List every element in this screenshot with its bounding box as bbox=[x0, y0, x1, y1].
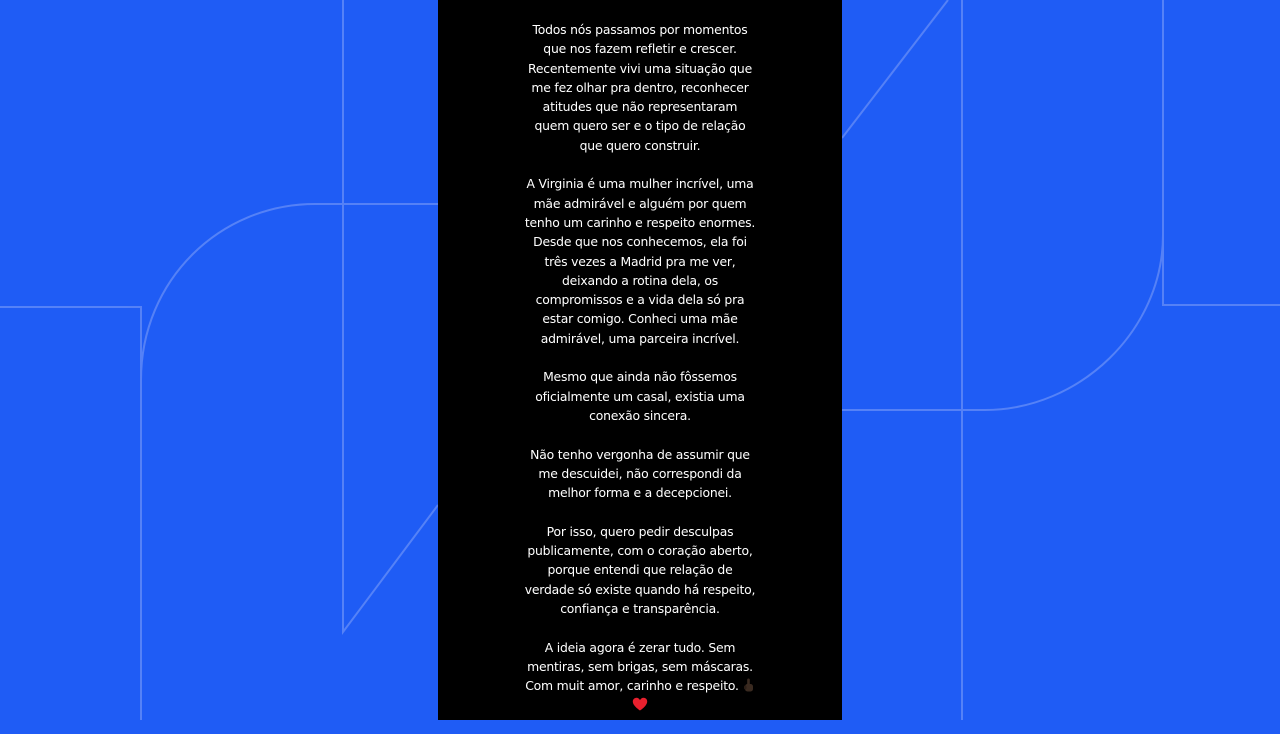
story-line: confiança e transparência. bbox=[560, 600, 720, 616]
story-line: me descuidei, não correspondi da bbox=[538, 465, 742, 481]
story-line: A Virginia é uma mulher incrível, uma bbox=[526, 176, 754, 192]
story-panel bbox=[438, 0, 842, 720]
story-line: estar comigo. Conheci uma mãe bbox=[542, 311, 738, 327]
story-line: três vezes a Madrid pra me ver, bbox=[544, 253, 736, 269]
index-pointing-up-emoji-icon bbox=[743, 678, 755, 692]
story-line: Todos nós passamos por momentos bbox=[532, 22, 748, 37]
story-line: publicamente, com o coração aberto, bbox=[527, 543, 753, 559]
story-line: Recentemente vivi uma situação que bbox=[527, 60, 753, 76]
story-line: mãe admirável e alguém por quem bbox=[533, 195, 747, 211]
story-line: que quero construir. bbox=[579, 137, 701, 153]
story-line: deixando a rotina dela, os bbox=[562, 272, 718, 288]
story-line: Com muit amor, carinho e respeito. bbox=[438, 676, 842, 695]
story-paragraph bbox=[438, 367, 842, 425]
story-line: verdade só existe quando há respeito, bbox=[524, 581, 756, 597]
story-line: tenho um carinho e respeito enormes. bbox=[524, 214, 756, 230]
story-line: oficialmente um casal, existia uma bbox=[535, 388, 745, 404]
story-line: melhor forma e a decepcionei. bbox=[548, 485, 732, 501]
story-line: A ideia agora é zerar tudo. Sem bbox=[544, 639, 736, 655]
story-paragraph bbox=[438, 20, 842, 155]
story-line: que nos fazem refletir e crescer. bbox=[543, 41, 737, 57]
story-line: compromissos e a vida dela só pra bbox=[535, 292, 745, 308]
story-line: Não tenho vergonha de assumir que bbox=[530, 446, 750, 462]
story-line: conexão sincera. bbox=[589, 407, 691, 423]
story-line: admirável, uma parceira incrível. bbox=[540, 330, 740, 346]
red-heart-emoji-icon bbox=[632, 697, 648, 711]
story-line: Por isso, quero pedir desculpas bbox=[546, 523, 734, 539]
story-paragraph bbox=[438, 522, 842, 618]
story-line: Mesmo que ainda não fôssemos bbox=[543, 369, 737, 385]
story-line: porque entendi que relação de bbox=[547, 562, 733, 578]
story-line: me fez olhar pra dentro, reconhecer bbox=[531, 79, 749, 95]
story-paragraph bbox=[438, 445, 842, 503]
story-line: mentiras, sem brigas, sem máscaras. bbox=[527, 658, 753, 674]
story-line: atitudes que não representaram bbox=[542, 99, 738, 115]
story-line: quem quero ser e o tipo de relação bbox=[534, 118, 746, 134]
story-paragraph bbox=[438, 174, 842, 348]
story-line: Desde que nos conhecemos, ela foi bbox=[533, 234, 747, 250]
story-paragraph bbox=[438, 638, 842, 715]
story-text bbox=[438, 20, 842, 734]
story-line-emoji bbox=[438, 695, 842, 714]
